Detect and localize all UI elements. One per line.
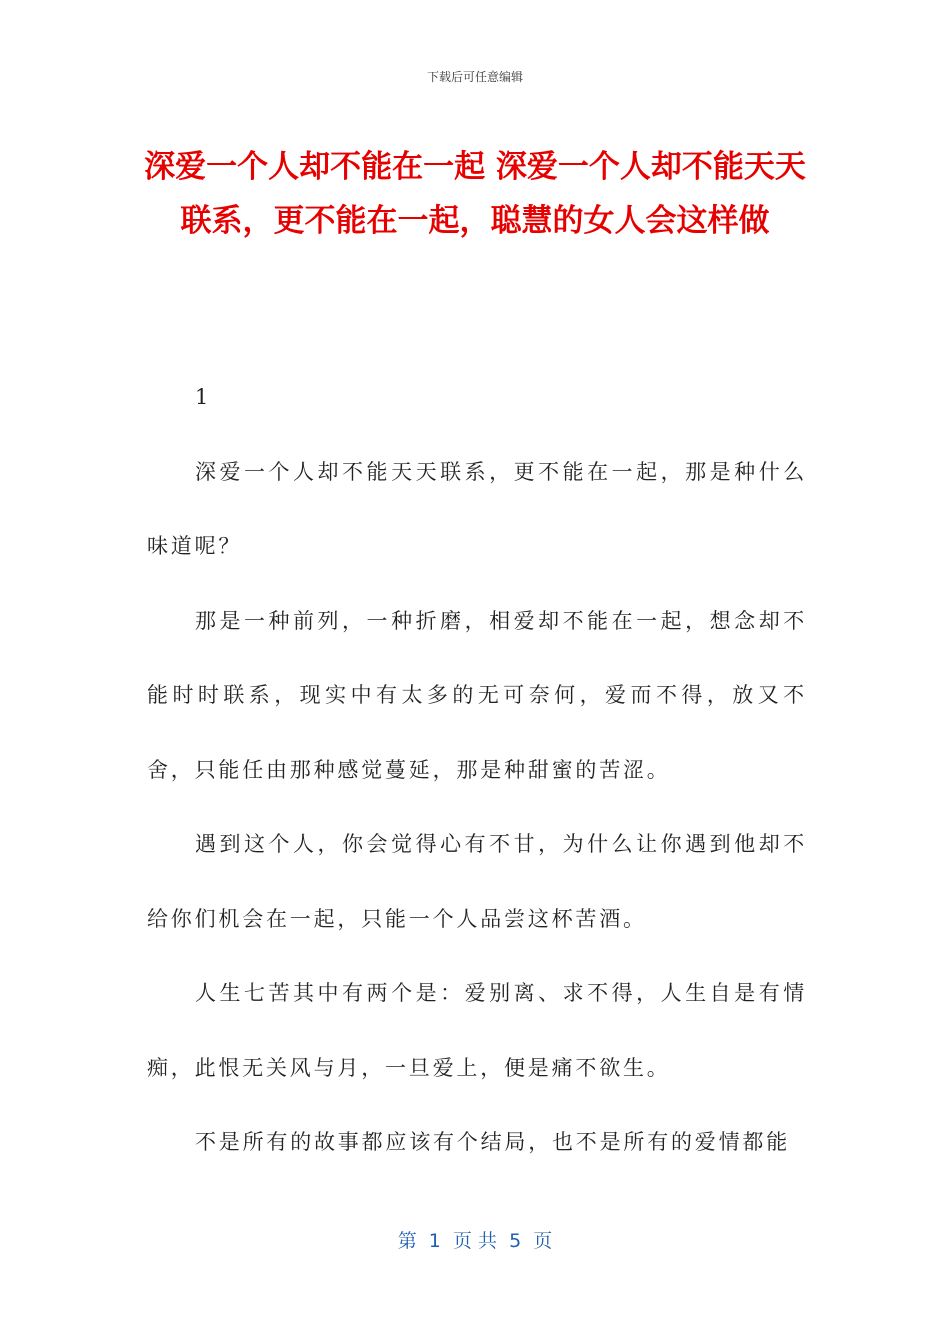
page-number-footer: 第 1 页 共 5 页 [397, 1230, 553, 1252]
document-title: 深爱一个人却不能在一起 深爱一个人却不能天天联系，更不能在一起，聪慧的女人会这样做 [144, 149, 806, 239]
paragraph: 那是一种前列，一种折磨，相爱却不能在一起，想念却不能时时联系，现实中有太多的无可奈何，爱而不得，放又不舍，只能任由那种感觉蔓延，那是种甜蜜的苦涩。 [147, 608, 807, 782]
paragraph: 不是所有的故事都应该有个结局，也不是所有的爱情都能 [195, 1130, 790, 1154]
document-body [147, 360, 807, 1180]
paragraph: 深爱一个人却不能天天联系，更不能在一起，那是种什么味道呢？ [147, 459, 807, 558]
paragraph: 人生七苦其中有两个是：爱别离、求不得，人生自是有情痴，此恨无关风与月，一旦爱上，便是痛不欲生。 [147, 981, 807, 1080]
header-note: 下载后可任意编辑 [426, 70, 523, 84]
paragraph-section-number: 1 [195, 385, 212, 409]
paragraph: 遇到这个人，你会觉得心有不甘，为什么让你遇到他却不给你们机会在一起，只能一个人品尝这杯苦酒。 [147, 832, 807, 931]
